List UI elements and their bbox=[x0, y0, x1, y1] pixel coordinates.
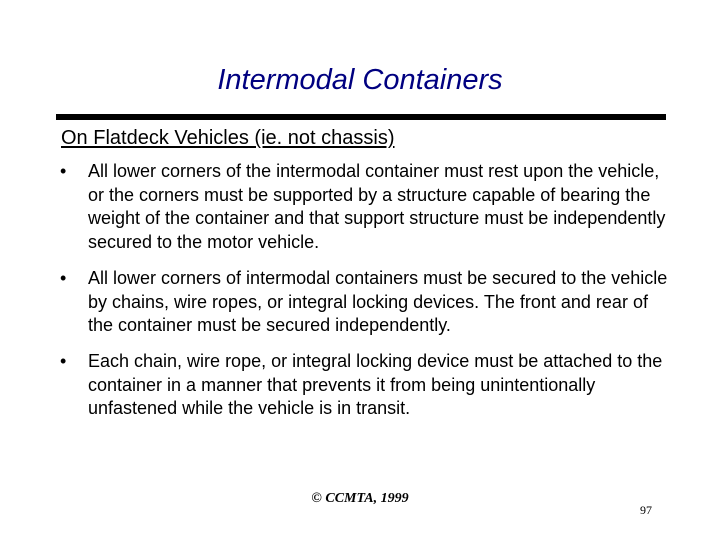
bullet-text: All lower corners of the intermodal container must rest upon the vehicle, or the corners must be supported by a structure capable of bearing the weight of the container and that support structure must be independently secured to the motor vehicle. bbox=[88, 161, 666, 253]
bullet-list bbox=[60, 160, 670, 421]
bullet-marker: • bbox=[60, 161, 67, 181]
section-subheading: On Flatdeck Vehicles (ie. not chassis) bbox=[61, 127, 395, 149]
bullet-marker: • bbox=[60, 350, 67, 371]
bullet-item bbox=[60, 350, 670, 421]
bullet-text: All lower corners of intermodal containers must be secured to the vehicle by chains, wire ropes, or integral locking devices. The front and rear of the container must be secured independently. bbox=[88, 267, 668, 336]
page-number: 97 bbox=[640, 503, 652, 517]
copyright-footer: © CCMTA, 1999 bbox=[311, 491, 409, 506]
bullet-item bbox=[60, 160, 670, 255]
title-divider bbox=[56, 114, 666, 120]
bullet-item bbox=[60, 267, 670, 338]
bullet-marker: • bbox=[60, 267, 67, 288]
slide-title: Intermodal Containers bbox=[217, 64, 503, 96]
bullet-text: Each chain, wire rope, or integral locking device must be attached to the container in a manner that prevents it from being unintentionally unfastened while the vehicle is in transit. bbox=[88, 350, 663, 419]
